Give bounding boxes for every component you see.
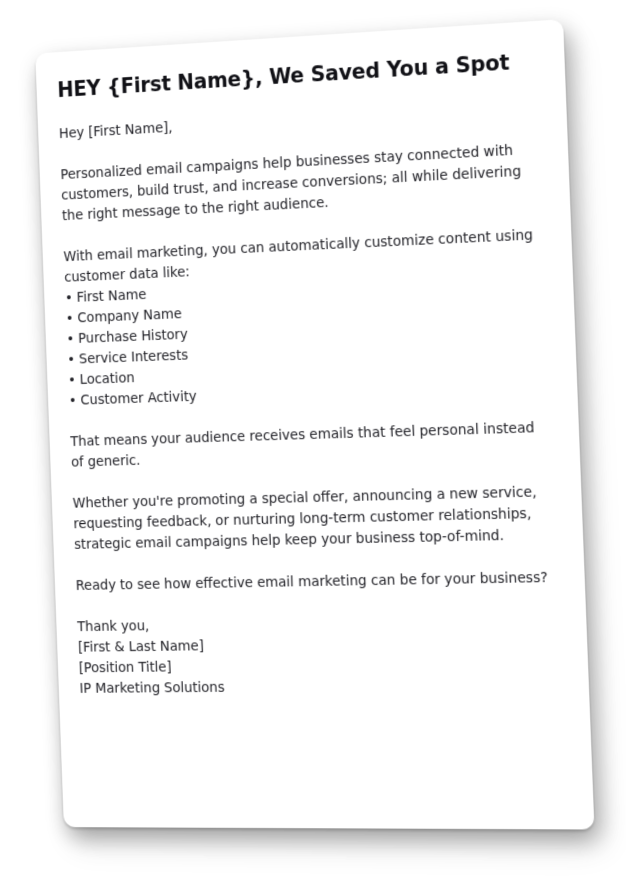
customer-data-intro: With email marketing, you can automatically customize content using customer data like: xyxy=(63,227,534,286)
paragraph-personal-emails: That means your audience receives emails that feel personal instead of generic. xyxy=(70,420,535,471)
list-item: • Location xyxy=(67,370,135,389)
list-item: • Purchase History xyxy=(66,326,189,348)
list-item: • Service Interests xyxy=(67,347,189,368)
customer-data-section xyxy=(63,225,551,412)
signature-block xyxy=(77,611,562,700)
list-item: • Company Name xyxy=(65,306,183,327)
list-item: • Customer Activity xyxy=(68,388,197,409)
paragraph-personalized-campaigns: Personalized email campaigns help businesses stay connected with customers, build trust, and increase conversions; all while delivering the right message to the right audience. xyxy=(60,142,522,225)
signature-company: IP Marketing Solutions xyxy=(79,679,225,697)
email-card xyxy=(35,19,594,829)
signature-position: [Position Title] xyxy=(78,659,172,677)
paragraph-strategic-campaigns: Whether you're promoting a special offer, announcing a new service, requesting feedback, or nurturing long-term customer relationships, strategic email campaigns help keep your business top-of-mind. xyxy=(72,484,537,553)
signature-closing: Thank you, xyxy=(77,618,150,636)
email-body xyxy=(59,96,563,699)
customer-data-list xyxy=(65,267,551,411)
paragraph-call-to-action: Ready to see how effective email marketing can be for your business? xyxy=(75,569,549,594)
email-title: HEY {First Name}, We Saved You a Spot xyxy=(56,50,510,103)
list-item: • First Name xyxy=(64,287,147,307)
signature-name: [First & Last Name] xyxy=(77,638,205,656)
greeting: Hey [First Name], xyxy=(58,119,173,143)
